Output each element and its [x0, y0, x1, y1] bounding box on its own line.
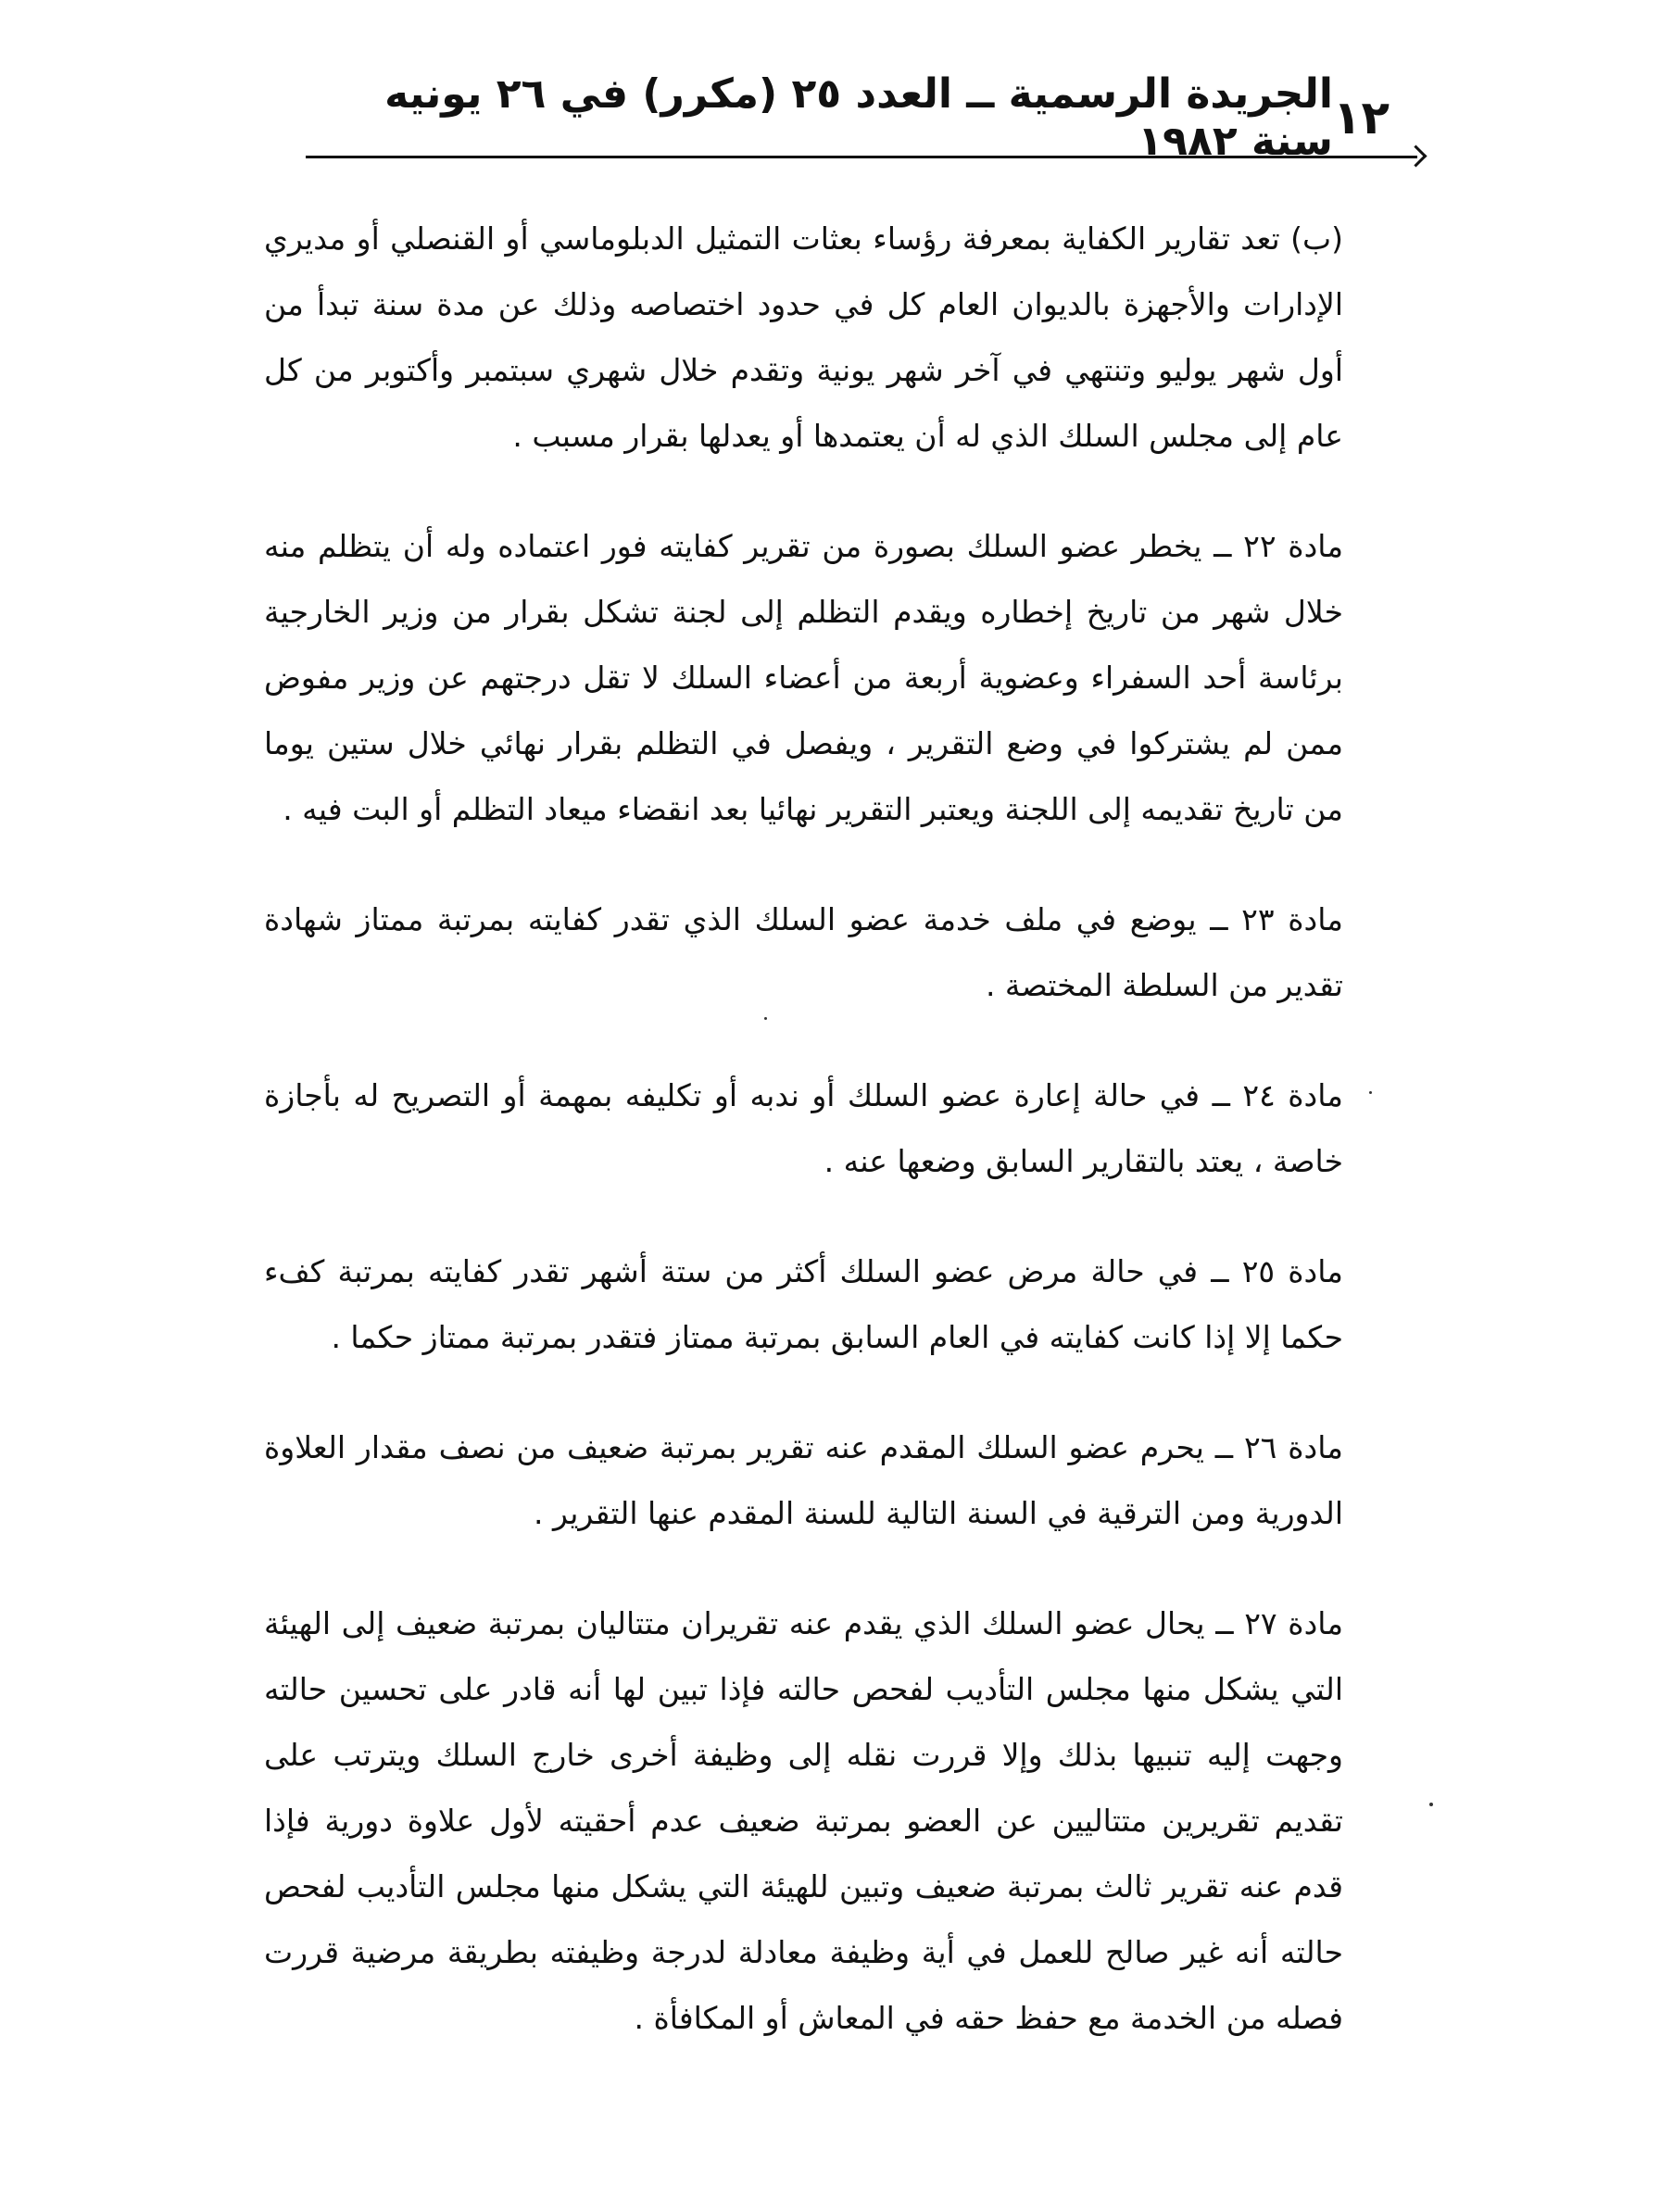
article-label: مادة ٢٢ ــ	[1214, 528, 1343, 564]
article-text: يوضع في ملف خدمة عضو السلك الذي تقدر كفايته بمرتبة ممتاز شهادة تقدير من السلطة المختصة .	[264, 901, 1343, 1003]
article-text: يخطر عضو السلك بصورة من تقرير كفايته فور اعتماده وله أن يتظلم منه خلال شهر من تاريخ إخطاره ويقدم التظلم إلى لجنة تشكل بقرار من وزير الخارجية برئاسة أحد السفراء وعضوية أربعة من أعضاء السلك لا تقل درجتهم عن وزير مفوض ممن لم يشتركوا في وضع التقرير ، ويفصل في التظلم بقرار نهائي خلال ستين يوما من تاريخ تقديمه إلى اللجنة ويعتبر التقرير نهائيا بعد انقضاء ميعاد التظلم أو البت فيه .	[264, 528, 1343, 827]
scan-speck	[1429, 1803, 1433, 1806]
article-22	[264, 513, 1343, 842]
scan-speck	[1369, 1091, 1372, 1094]
article-label: مادة ٢٧ ــ	[1215, 1605, 1343, 1641]
article-label: مادة ٢٤ ــ	[1212, 1077, 1343, 1113]
article-23	[264, 886, 1343, 1018]
document-body	[264, 206, 1343, 2095]
clause-label: (ب)	[1290, 220, 1343, 257]
article-27	[264, 1590, 1343, 2051]
article-26	[264, 1414, 1343, 1546]
article-label: مادة ٢٣ ــ	[1210, 901, 1343, 937]
clause-text: تعد تقارير الكفاية بمعرفة رؤساء بعثات التمثيل الدبلوماسي أو القنصلي أو مديري الإدارات والأجهزة بالديوان العام كل في حدود اختصاصه وذلك عن مدة سنة تبدأ من أول شهر يوليو وتنتهي في آخر شهر يونية وتقدم خلال شهري سبتمبر وأكتوبر من كل عام إلى مجلس السلك الذي له أن يعتمدها أو يعدلها بقرار مسبب .	[264, 220, 1343, 454]
article-label: مادة ٢٦ ــ	[1214, 1429, 1343, 1465]
header-rule	[306, 156, 1417, 158]
page-number: ١٢	[1332, 91, 1390, 145]
clause-b	[264, 206, 1343, 469]
article-text: يحرم عضو السلك المقدم عنه تقرير بمرتبة ضعيف من نصف مقدار العلاوة الدورية ومن الترقية في السنة التالية للسنة المقدم عنها التقرير .	[264, 1429, 1343, 1531]
article-text: في حالة إعارة عضو السلك أو ندبه أو تكليفه بمهمة أو التصريح له بأجازة خاصة ، يعتد بالتقارير السابق وضعها عنه .	[264, 1077, 1343, 1179]
article-24	[264, 1062, 1343, 1194]
article-25	[264, 1238, 1343, 1370]
scan-speck	[764, 1017, 767, 1020]
header-rule-arrow	[1404, 145, 1427, 167]
gazette-header-title: الجريدة الرسمية ــ العدد ٢٥ (مكرر) في ٢٦ يونيه سنة ١٩٨٢	[384, 70, 1333, 165]
article-text: يحال عضو السلك الذي يقدم عنه تقريران متتاليان بمرتبة ضعيف إلى الهيئة التي يشكل منها مجلس التأديب لفحص حالته فإذا تبين لها أنه قادر على تحسين حالته وجهت إليه تنبيها بذلك وإلا قررت نقله إلى وظيفة أخرى خارج السلك ويترتب على تقديم تقريرين متتاليين عن العضو بمرتبة ضعيف عدم أحقيته لأول علاوة دورية فإذا قدم عنه تقرير ثالث بمرتبة ضعيف وتبين للهيئة التي يشكل منها مجلس التأديب لفحص حالته أنه غير صالح للعمل في أية وظيفة معادلة لدرجة وظيفته بطريقة مرضية قررت فصله من الخدمة مع حفظ حقه في المعاش أو المكافأة .	[264, 1605, 1343, 2036]
article-label: مادة ٢٥ ــ	[1211, 1253, 1343, 1289]
article-text: في حالة مرض عضو السلك أكثر من ستة أشهر تقدر كفايته بمرتبة كفء حكما إلا إذا كانت كفايته في العام السابق بمرتبة ممتاز فتقدر بمرتبة ممتاز حكما .	[264, 1253, 1343, 1355]
page-header	[306, 70, 1390, 165]
